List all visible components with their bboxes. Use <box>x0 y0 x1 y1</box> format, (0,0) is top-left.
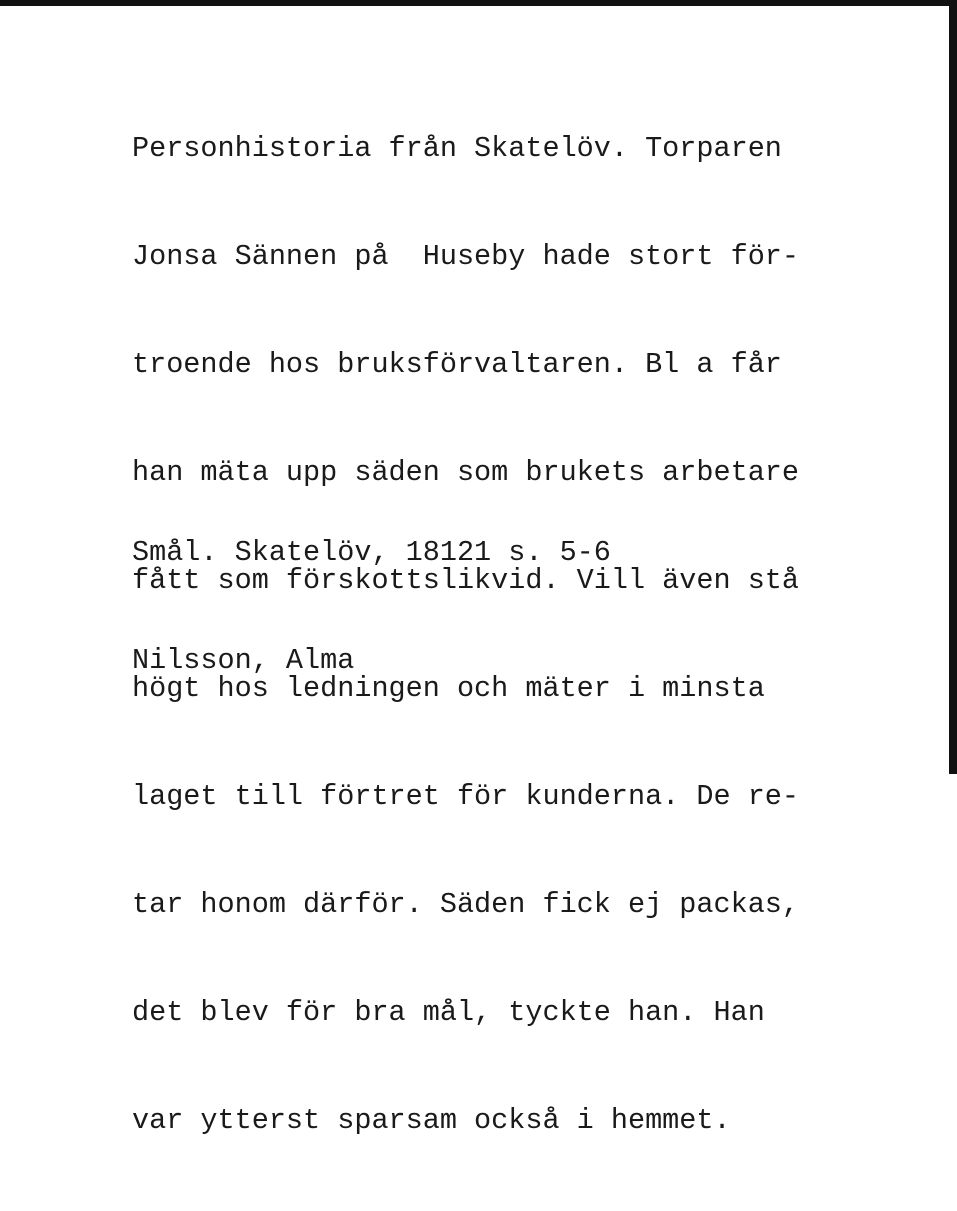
body-line: tar honom därför. Säden fick ej packas, <box>132 888 800 921</box>
body-line: Personhistoria från Skatelöv. Torparen <box>132 132 782 165</box>
body-line: var ytterst sparsam också i hemmet. <box>132 1104 731 1137</box>
card-top-edge <box>0 0 957 6</box>
body-line: det blev för bra mål, tyckte han. Han <box>132 996 765 1029</box>
body-line: Jonsa Sännen på Huseby hade stort för- <box>132 240 800 273</box>
card-right-edge <box>949 0 957 774</box>
body-line: troende hos bruksförvaltaren. Bl a får <box>132 348 782 381</box>
body-line: han mäta upp säden som brukets arbetare <box>132 456 800 489</box>
body-line: fått som förskottslikvid. Vill även stå <box>132 564 800 597</box>
card-citation <box>132 463 611 751</box>
body-line: laget till förtret för kunderna. De re- <box>132 780 800 813</box>
citation-source: Smål. Skatelöv, 18121 s. 5-6 <box>132 536 611 569</box>
citation-informant: Nilsson, Alma <box>132 644 355 677</box>
body-line: högt hos ledningen och mäter i minsta <box>132 672 765 705</box>
